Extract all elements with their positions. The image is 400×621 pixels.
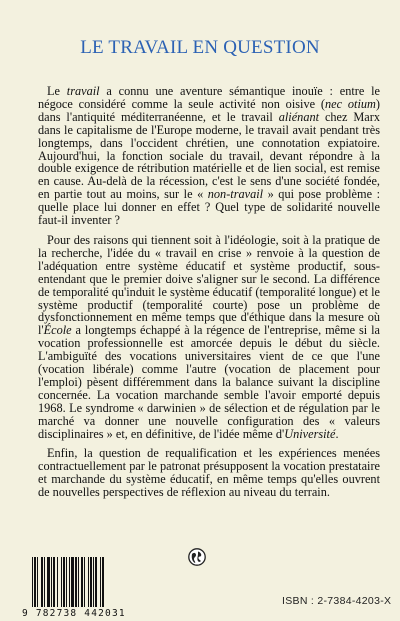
italic-term: École xyxy=(43,323,72,338)
barcode xyxy=(22,557,134,621)
blurb-paragraph xyxy=(38,234,380,441)
isbn-number: ISBN : 2-7384-4203-X xyxy=(282,595,392,607)
publisher-globe-logo-icon xyxy=(188,548,206,566)
text-run: Le xyxy=(47,84,67,98)
text-run: Enfin, la question de requalification et les expériences menées contractuellement par le patronat présupposent la vocation prestataire et marchande du système éducatif, en même temps qu'elles ouvrent de nouvelles perspectives de réflexion au niveau du terrain. xyxy=(38,446,380,500)
back-cover-blurb xyxy=(38,85,380,506)
italic-term: Université xyxy=(284,426,336,441)
barcode-bars xyxy=(32,557,128,607)
text-run: . xyxy=(335,426,339,441)
barcode-bar xyxy=(104,557,105,607)
blurb-paragraph xyxy=(38,447,380,499)
text-run: ) dans l'antiquité méditerranéenne, et le travail xyxy=(38,96,380,124)
text-run: » qui pose problème : quelle place lui donner en effet ? Quel type de solidarité nouvelle faut-il inventer ? xyxy=(38,187,380,228)
book-title: LE TRAVAIL EN QUESTION xyxy=(80,37,320,58)
text-run: chez Marx dans le capitalisme de l'Europe moderne, le travail avait pendant très longtemps, dans l'occident chrétien, une connotation expiatoire. Aujourd'hui, la fonction sociale du travail, devant répondre à la double exigence de rétribution matérielle et de lien social, est remise en cause. Au-delà de la récession, c'est le sens d'une société fondée, en partie tout au moins, sur le « xyxy=(38,109,380,202)
blurb-paragraph xyxy=(38,85,380,227)
italic-term: travail xyxy=(66,84,100,98)
barcode-digits: 9 782738 442031 xyxy=(22,608,126,619)
italic-term: non-travail xyxy=(207,187,264,202)
italic-term: nec otium xyxy=(324,96,376,111)
text-run: Pour des raisons qui tiennent soit à l'idéologie, soit à la pratique de la recherche, l'idée du « travail en crise » renvoie à la question de l'adéquation entre système éducatif et système productif, sous-entendant que le premier doive s'aligner sur le second. La différence de temporalité qu'induit le système éducatif (temporalité longue) et le système productif (temporalité courte) pose un problème de dysfonctionnement en même temps que d'éthique dans la mesure où l' xyxy=(38,232,380,338)
text-run: a longtemps échappé à la régence de l'entreprise, même si la vocation professionnelle est amorcée depuis le début du siècle. L'ambiguïté des vocations universitaires vient de ce que l'une (vocation libérale) comme l'autre (vocation de placement pour l'emploi) pèsent différemment dans la balance suivant la discipline concernée. La vocation marchande semble l'avoir emporté depuis 1968. Le syndrome « darwinien » de sélection et de régulation par le marché va donner une nouvelle configuration des « valeurs disciplinaires » et, en définitive, de l'idée même d' xyxy=(38,323,380,441)
text-run: a connu une aventure sémantique inouïe : entre le négoce considéré comme la seule activité non oisive ( xyxy=(38,84,380,111)
italic-term: aliénant xyxy=(278,109,320,124)
